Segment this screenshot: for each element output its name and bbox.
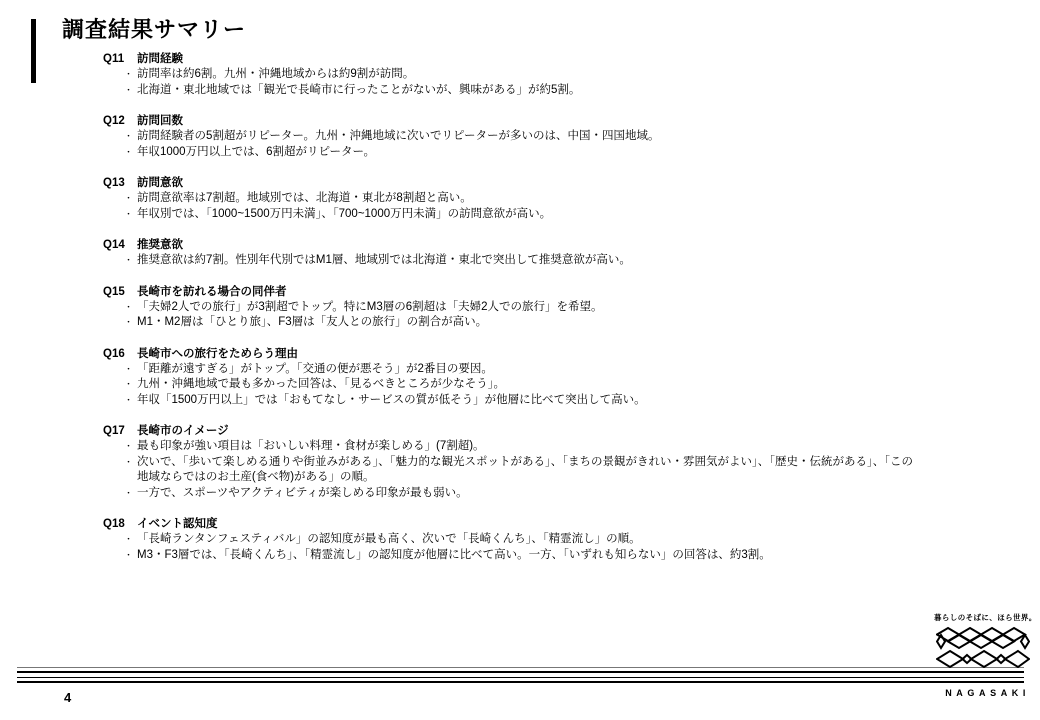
bullet-icon: ・ — [124, 146, 134, 157]
question-number: Q11 — [103, 53, 125, 65]
rule-line — [17, 667, 1024, 668]
list-item — [103, 548, 915, 564]
list-item — [103, 67, 915, 83]
list-item — [103, 315, 915, 331]
section-title: 長崎市を訪れる場合の同伴者 — [137, 285, 287, 298]
list-item — [103, 145, 915, 161]
section-title: 訪問回数 — [137, 115, 183, 127]
question-number: Q17 — [103, 425, 125, 437]
summary-section — [103, 346, 915, 409]
question-number: Q12 — [103, 115, 125, 127]
question-number: Q13 — [103, 177, 125, 189]
summary-section — [103, 423, 915, 501]
list-item — [103, 207, 915, 223]
section-title: 長崎市への旅行をためらう理由 — [137, 347, 298, 360]
bullet-list — [103, 439, 915, 501]
section-heading — [103, 51, 915, 67]
bullet-text: M1・M2層は「ひとり旅」、F3層は「友人との旅行」の割合が高い。 — [137, 316, 488, 328]
list-item — [103, 486, 915, 502]
section-heading — [103, 284, 915, 300]
logo-wordmark: NAGASAKI — [945, 688, 1030, 698]
list-item — [103, 377, 915, 393]
bullet-text: 訪問率は約6割。九州・沖縄地域からは約9割が訪問。 — [137, 68, 415, 80]
bullet-icon: ・ — [124, 456, 134, 467]
bullet-text: 「長崎ランタンフェスティバル」の認知度が最も高く、次いで「長崎くんち」、「精霊流し」の順。 — [137, 533, 641, 545]
bullet-list — [103, 129, 915, 160]
bullet-list — [103, 362, 915, 409]
summary-section — [103, 516, 915, 563]
bullet-text: 一方で、スポーツやアクティビティが楽しめる印象が最も弱い。 — [137, 486, 468, 499]
bullet-icon: ・ — [124, 534, 134, 544]
bullet-text: 年収別では、「1000~1500万円未満」、「700~1000万円未満」の訪問意欲が高い。 — [137, 207, 552, 220]
list-item — [103, 253, 915, 269]
question-number: Q18 — [103, 518, 125, 530]
summary-section — [103, 113, 915, 160]
section-title: 長崎市のイメージ — [137, 425, 229, 437]
bullet-icon: ・ — [124, 549, 134, 560]
bullet-list — [103, 532, 915, 563]
bullet-icon: ・ — [124, 317, 134, 327]
title-accent-bar — [31, 19, 36, 83]
bullet-icon: ・ — [124, 255, 134, 265]
page-title: 調査結果サマリー — [62, 17, 247, 42]
question-number: Q14 — [103, 239, 125, 251]
bullet-icon: ・ — [124, 301, 134, 312]
bullet-icon: ・ — [124, 379, 134, 389]
section-heading — [103, 237, 915, 253]
bullet-list — [103, 253, 915, 269]
bullet-icon: ・ — [124, 193, 134, 203]
bullet-icon: ・ — [124, 487, 134, 498]
bullet-text: 北海道・東北地域では「観光で長崎市に行ったことがないが、興味がある」が約5割。 — [137, 83, 581, 96]
list-item — [103, 532, 915, 548]
bullet-icon: ・ — [124, 394, 134, 405]
question-number: Q16 — [103, 347, 125, 360]
bullet-text: 年収1000万円以上では、6割超がリピーター。 — [137, 145, 376, 158]
page-number: 4 — [64, 690, 72, 705]
bullet-text: 「夫婦2人での旅行」が3割超でトップ。特にM3層の6割超は「夫婦2人での旅行」を希望。 — [137, 300, 603, 313]
list-item — [103, 83, 915, 99]
list-item — [103, 455, 915, 486]
list-item — [103, 393, 915, 409]
bullet-text: 年収「1500万円以上」では「おもてなし・サービスの質が低そう」が他層に比べて突出して高い。 — [137, 393, 646, 406]
bullet-list — [103, 67, 915, 98]
bullet-icon: ・ — [124, 131, 134, 141]
list-item — [103, 191, 915, 207]
summary-section — [103, 175, 915, 222]
summary-section — [103, 237, 915, 269]
list-item — [103, 439, 915, 455]
bullet-icon: ・ — [124, 208, 134, 219]
summary-section — [103, 284, 915, 331]
bullet-text: 最も印象が強い項目は「おいしい料理・食材が楽しめる」(7割超)。 — [137, 440, 485, 452]
list-item — [103, 362, 915, 378]
bullet-text: 訪問意欲率は7割超。地域別では、北海道・東北が8割超と高い。 — [137, 192, 472, 204]
diamond-pattern-icon — [936, 626, 1030, 668]
section-heading — [103, 516, 915, 532]
rule-line — [17, 677, 1024, 678]
rule-line — [17, 681, 1024, 683]
section-title: イベント認知度 — [137, 518, 218, 530]
bullet-list — [103, 300, 915, 331]
bullet-icon: ・ — [124, 441, 134, 451]
bullet-text: 次いで、「歩いて楽しめる通りや街並みがある」、「魅力的な観光スポットがある」、「まちの景観がきれい・雰囲気がよい」、「歴史・伝統がある」、「この地域ならではのお土産(食べ物)がある」の順。 — [137, 455, 914, 483]
section-title: 推奨意欲 — [137, 239, 183, 251]
bullet-text: 「距離が遠すぎる」がトップ。「交通の便が悪そう」が2番目の要因。 — [137, 362, 493, 375]
bullet-text: M3・F3層では、「長崎くんち」、「精霊流し」の認知度が他層に比べて高い。一方、「いずれも知らない」の回答は、約3割。 — [137, 548, 771, 561]
bullet-icon: ・ — [124, 84, 134, 95]
bullet-text: 訪問経験者の5割超がリピーター。九州・沖縄地域に次いでリピーターが多いのは、中国・四国地域。 — [137, 130, 660, 142]
section-heading — [103, 346, 915, 362]
summary-section — [103, 51, 915, 98]
bullet-text: 九州・沖縄地域で最も多かった回答は、「見るべきところが少なそう」。 — [137, 378, 505, 390]
bullet-icon: ・ — [124, 69, 134, 79]
bullet-text: 推奨意欲は約7割。性別年代別ではM1層、地域別では北海道・東北で突出して推奨意欲が高い。 — [137, 254, 631, 266]
logo-tagline: 暮らしのそばに、ほら世界。 — [934, 613, 1037, 622]
summary-sections — [103, 51, 915, 578]
section-title: 訪問意欲 — [137, 177, 183, 189]
bullet-icon: ・ — [124, 363, 134, 374]
nagasaki-logo — [934, 612, 1037, 673]
section-heading — [103, 175, 915, 191]
rule-line — [17, 671, 1024, 673]
section-heading — [103, 113, 915, 129]
section-heading — [103, 423, 915, 439]
question-number: Q15 — [103, 285, 125, 298]
list-item — [103, 129, 915, 145]
footer-rule-lines — [17, 667, 1024, 683]
list-item — [103, 300, 915, 316]
bullet-list — [103, 191, 915, 222]
section-title: 訪問経験 — [137, 53, 183, 65]
